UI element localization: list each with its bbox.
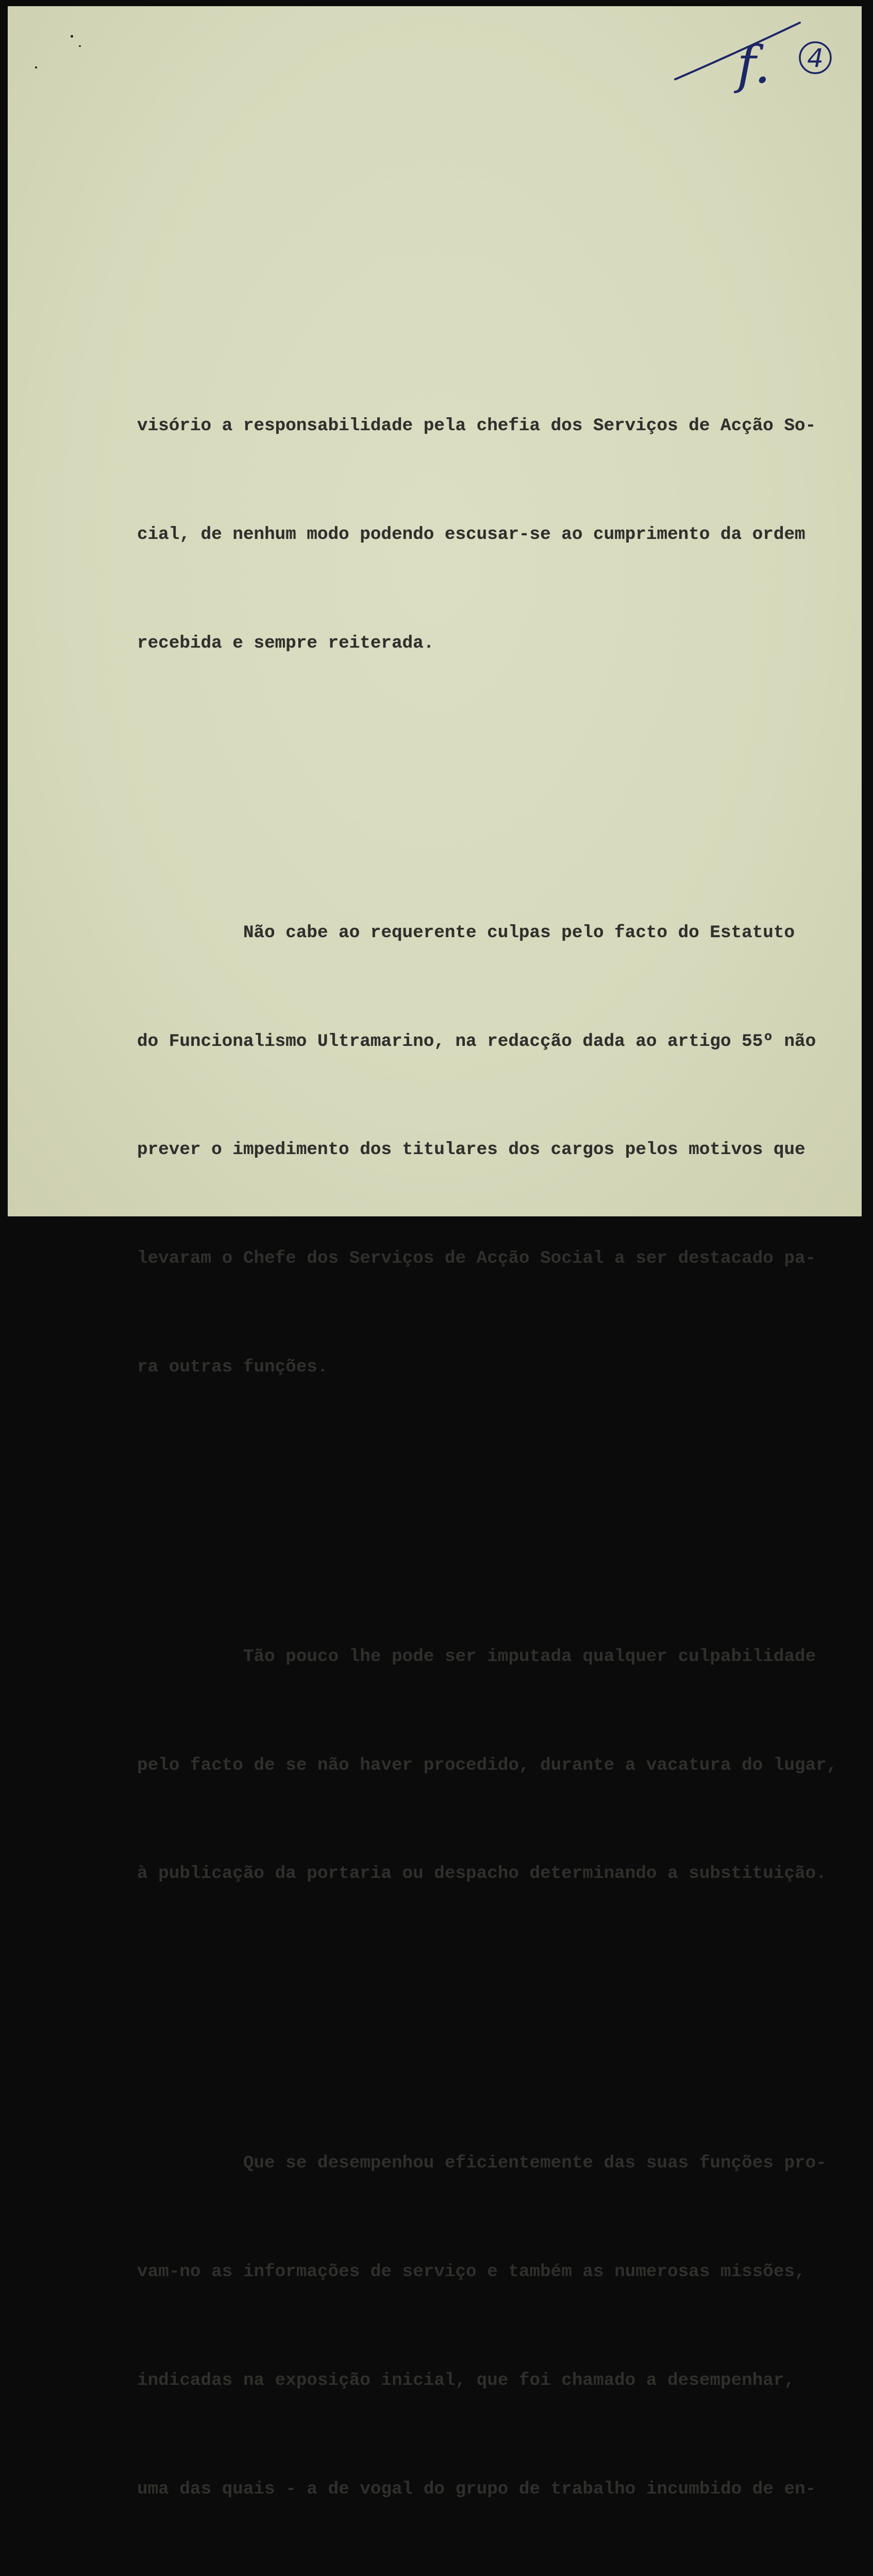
typed-line: ra outras funções. xyxy=(137,1357,328,1377)
folio-prefix: f. xyxy=(737,35,771,95)
typed-line: recebida e sempre reiterada. xyxy=(137,633,434,653)
typed-line: vam-no as informações de serviço e também as numerosas missões, xyxy=(137,2262,805,2282)
folio-number: 4 xyxy=(807,43,824,73)
typed-line: pelo facto de se não haver procedido, durante a vacatura do lugar, xyxy=(137,1755,837,1775)
typed-line: Não cabe ao requerente culpas pelo facto do Estatuto xyxy=(243,922,795,943)
typed-line: Tão pouco lhe pode ser imputada qualquer culpabilidade xyxy=(243,1646,816,1667)
typed-line: prever o impedimento dos titulares dos cargos pelos motivos que xyxy=(137,1140,805,1160)
typed-line: do Funcionalismo Ultramarino, na redacção dada ao artigo 55º não xyxy=(137,1031,816,1052)
document-page xyxy=(8,6,862,2499)
scan-speck xyxy=(71,35,73,38)
typed-body xyxy=(137,227,837,2576)
paragraph xyxy=(137,336,837,734)
paragraph xyxy=(137,1566,837,1964)
typed-line: Que se desempenhou eficientemente das suas funções pro- xyxy=(243,2153,827,2174)
typed-line: visório a responsabilidade pela chefia dos Serviços de Acção So- xyxy=(137,416,816,436)
scan-speck xyxy=(35,66,37,69)
paragraph xyxy=(137,2073,837,2576)
paragraph xyxy=(137,842,837,1458)
scan-speck xyxy=(79,45,81,47)
typed-line: indicadas na exposição inicial, que foi chamado a desempenhar, xyxy=(137,2370,795,2391)
typed-line: à publicação da portaria ou despacho determinando a substituição. xyxy=(137,1863,827,1884)
folio-mark xyxy=(660,10,855,98)
typed-line: uma das quais - a de vogal do grupo de trabalho incumbido de en- xyxy=(137,2479,816,2499)
typed-line: levaram o Chefe dos Serviços de Acção Social a ser destacado pa- xyxy=(137,1248,816,1268)
typed-line: cial, de nenhum modo podendo escusar-se ao cumprimento da ordem xyxy=(137,524,805,545)
